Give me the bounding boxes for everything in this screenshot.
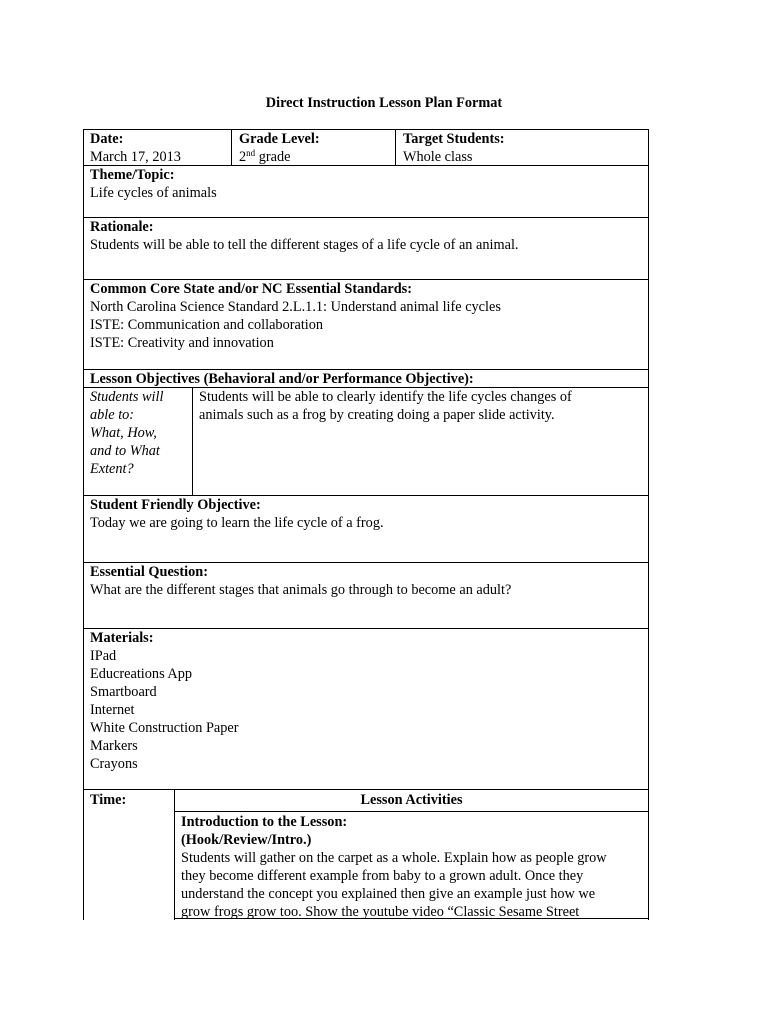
objectives-text: [199, 388, 572, 424]
essential-question-value: What are the different stages that animals go through to become an adult?: [90, 582, 512, 598]
standards-line: ISTE: Creativity and innovation: [90, 335, 274, 351]
materials-label: Materials:: [90, 630, 154, 646]
standards-line: ISTE: Communication and collaboration: [90, 317, 324, 333]
intro-text: [181, 849, 607, 921]
target-cell: [403, 130, 505, 166]
rationale-label: Rationale:: [90, 219, 154, 235]
objectives-column-divider: [192, 387, 193, 495]
introduction-block: [181, 813, 607, 921]
material-item: Educreations App: [90, 666, 193, 682]
date-value: March 17, 2013: [90, 149, 181, 165]
objective-line: animals such as a frog by creating doing a paper slide activity.: [199, 407, 555, 423]
intro-line: Students will gather on the carpet as a whole. Explain how as people grow: [181, 850, 607, 866]
prompt-line: and to What: [90, 443, 160, 459]
intro-subheading: (Hook/Review/Intro.): [181, 832, 312, 848]
material-item: Smartboard: [90, 684, 157, 700]
grade-suffix: nd: [246, 148, 256, 158]
table-left-edge-bottom: [83, 790, 84, 920]
essential-question-cell: [90, 563, 511, 599]
prompt-line: What, How,: [90, 425, 157, 441]
target-label: Target Students:: [403, 131, 505, 147]
time-label: Time:: [90, 792, 127, 808]
grade-cell: [239, 130, 320, 166]
student-objective-value: Today we are going to learn the life cycle of a frog.: [90, 515, 384, 531]
target-value: Whole class: [403, 149, 473, 165]
prompt-line: Extent?: [90, 461, 134, 477]
student-objective-label: Student Friendly Objective:: [90, 497, 261, 513]
student-objective-cell: [90, 496, 384, 532]
essential-question-label: Essential Question:: [90, 564, 208, 580]
material-item: Markers: [90, 738, 138, 754]
prompt-line: Students will: [90, 389, 164, 405]
row-divider-8: [83, 789, 649, 790]
grade-word: grade: [258, 149, 291, 165]
standards-line: North Carolina Science Standard 2.L.1.1: Understand animal life cycles: [90, 299, 501, 315]
materials-cell: [90, 629, 239, 773]
material-item: IPad: [90, 648, 117, 664]
grade-value: [239, 148, 320, 166]
material-item: Internet: [90, 702, 135, 718]
date-cell: [90, 130, 181, 166]
material-item: Crayons: [90, 756, 138, 772]
standards-cell: [90, 280, 501, 352]
date-label: Date:: [90, 131, 124, 147]
intro-line: understand the concept you explained then give an example just how we: [181, 886, 596, 902]
intro-line: grow frogs grow too. Show the youtube video “Classic Sesame Street: [181, 904, 580, 920]
activities-header: Lesson Activities: [360, 792, 463, 808]
grade-label: Grade Level:: [239, 131, 320, 147]
theme-value: Life cycles of animals: [90, 185, 217, 201]
divider-date-grade: [231, 129, 232, 165]
standards-label: Common Core State and/or NC Essential Standards:: [90, 281, 412, 297]
rationale-cell: [90, 218, 519, 254]
objective-line: Students will be able to clearly identify the life cycles changes of: [199, 389, 572, 405]
grade-number: 2: [239, 149, 247, 165]
rationale-value: Students will be able to tell the different stages of a life cycle of an animal.: [90, 237, 519, 253]
objectives-label: Lesson Objectives (Behavioral and/or Performance Objective):: [90, 371, 474, 387]
theme-label: Theme/Topic:: [90, 167, 175, 183]
document-title: Direct Instruction Lesson Plan Format: [265, 95, 503, 111]
theme-cell: [90, 166, 217, 202]
activities-header-divider: [174, 811, 649, 812]
prompt-line: able to:: [90, 407, 135, 423]
divider-grade-target: [395, 129, 396, 165]
material-item: White Construction Paper: [90, 720, 239, 736]
objectives-prompt: [90, 388, 163, 478]
intro-heading: Introduction to the Lesson:: [181, 814, 348, 830]
intro-line: they become different example from baby to a grown adult. Once they: [181, 868, 584, 884]
